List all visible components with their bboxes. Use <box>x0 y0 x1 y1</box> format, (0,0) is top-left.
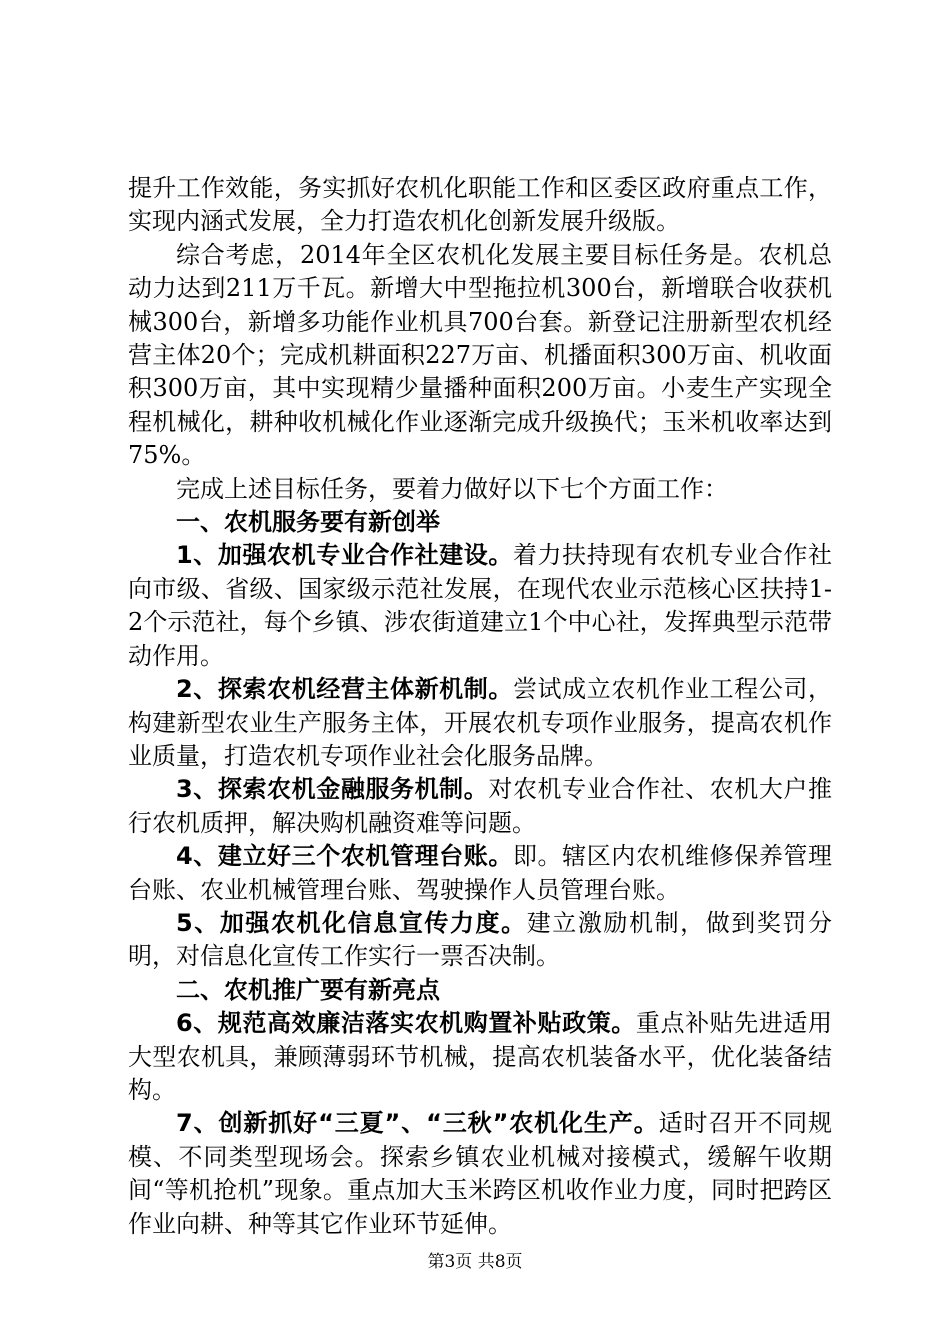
item-lead: 1、加强农机专业合作社建设。 <box>176 541 513 570</box>
section-heading-1: 一、农机服务要有新创举 <box>176 508 440 537</box>
item-lead: 4、建立好三个农机管理台账。 <box>176 842 513 871</box>
item-3 <box>128 773 832 840</box>
paragraph-text: 提升工作效能，务实抓好农机化职能工作和区委区政府重点工作，实现内涵式发展，全力打造农机化创新发展升级版。 <box>128 174 832 236</box>
item-text: 建立激励机制，做到奖罚分明，对信息化宣传工作实行一票否决制。 <box>128 908 833 971</box>
item-lead: 3、探索农机金融服务机制。 <box>176 775 489 804</box>
item-text: 适时召开不同规模、不同类型现场会。探索乡镇农业机械对接模式，缓解午收期间“等机抢机”现象。重点加大玉米跨区机收作业力度，同时把跨区作业向耕、种等其它作业环节延伸。 <box>128 1109 833 1238</box>
item-lead: 7、创新抓好“三夏”、“三秋”农机化生产。 <box>176 1109 659 1138</box>
paragraph-text: 完成上述目标任务，要着力做好以下七个方面工作： <box>176 474 728 503</box>
item-1 <box>128 539 832 673</box>
item-text: 对农机专业合作社、农机大户推行农机质押，解决购机融资难等问题。 <box>128 775 833 837</box>
item-5 <box>128 907 832 974</box>
paragraph-tasks-intro <box>128 473 832 506</box>
paragraph-text: 综合考虑，2014年全区农机化发展主要目标任务是。农机总动力达到211万千瓦。新增大中型拖拉机300台，新增联合收获机械300台，新增多功能作业机具700台套。新登记注册新型农机经营主体20个；完成机耕面积227万亩、机播面积300万亩、机收面积300万亩，其中实现精少量播种面积200万亩。小麦生产实现全程机械化，耕种收机械化作业逐渐完成升级换代；玉米机收率达到75%。 <box>128 240 832 470</box>
page-footer: 第3页 共8页 <box>427 1252 523 1272</box>
item-2 <box>128 673 832 773</box>
item-7 <box>128 1107 832 1241</box>
item-lead: 5、加强农机化信息宣传力度。 <box>176 908 527 937</box>
item-lead: 6、规范高效廉洁落实农机购置补贴政策。 <box>176 1009 636 1038</box>
paragraph-targets <box>128 239 832 473</box>
paragraph-intro <box>128 172 832 239</box>
document-body <box>128 172 832 1241</box>
item-text: 即。辖区内农机维修保养管理台账、农业机械管理台账、驾驶操作人员管理台账。 <box>128 842 832 904</box>
item-lead: 2、探索农机经营主体新机制。 <box>176 675 513 704</box>
section-heading-2: 二、农机推广要有新亮点 <box>176 975 440 1004</box>
item-6 <box>128 1007 832 1107</box>
item-text: 重点补贴先进适用大型农机具，兼顾薄弱环节机械，提高农机装备水平，优化装备结构。 <box>128 1009 833 1104</box>
item-4 <box>128 840 832 907</box>
item-text: 着力扶持现有农机专业合作社向市级、省级、国家级示范社发展，在现代农业示范核心区扶持1-2个示范社，每个乡镇、涉农街道建立1个中心社，发挥典型示范带动作用。 <box>128 541 832 670</box>
item-text: 尝试成立农机作业工程公司，构建新型农业生产服务主体，开展农机专项作业服务，提高农机作业质量，打造农机专项作业社会化服务品牌。 <box>128 675 832 770</box>
